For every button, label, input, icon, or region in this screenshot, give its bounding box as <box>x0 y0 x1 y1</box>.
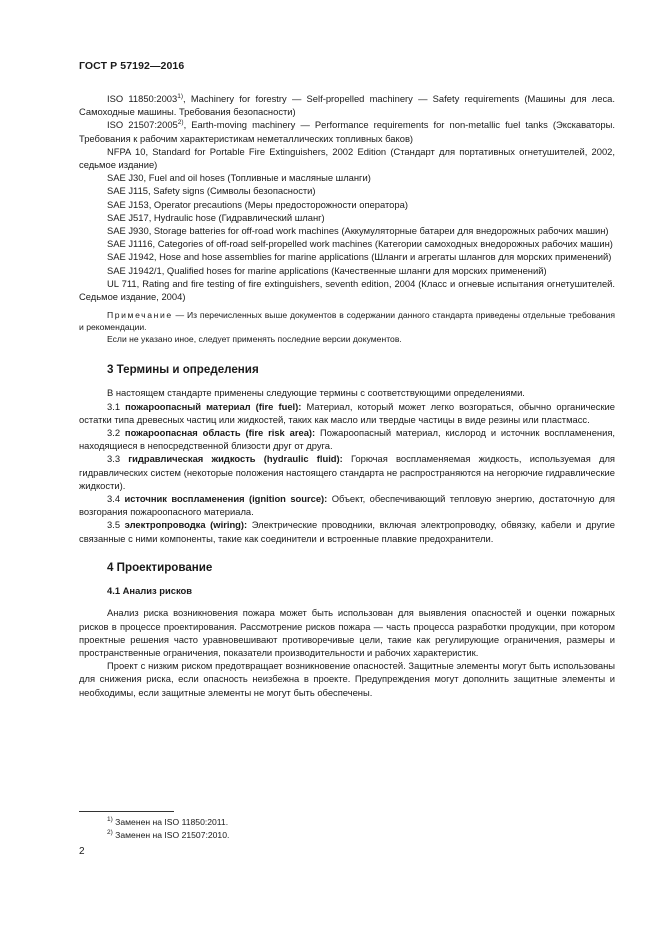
subsection-4-1-heading: 4.1 Анализ рисков <box>107 585 193 597</box>
footnote-separator <box>79 811 174 812</box>
section-4-heading: 4 Проектирование <box>107 560 213 574</box>
term-definition: 3.4 источник воспламенения (ignition source): Объект, обеспечивающий тепловую энергию, достаточную для возгорания пожароопасного материала. <box>79 493 615 518</box>
term-name: источник воспламенения (ignition source): <box>124 493 328 505</box>
section-3-heading: 3 Термины и определения <box>107 363 259 377</box>
term-name: пожароопасный материал (fire fuel): <box>125 400 302 412</box>
page-content <box>79 92 615 699</box>
note-label: Примечание <box>107 310 173 321</box>
reference-item: SAE J30, Fuel and oil hoses (Топливные и масляные шланги) <box>107 172 371 184</box>
references-list <box>79 92 615 303</box>
term-definition: 3.3 гидравлическая жидкость (hydraulic fluid): Горючая воспламеняемая жидкость, используемая для гидравлических систем (некоторые положения настоящего стандарта не распространяются на негорючие гидравлические жидкости). <box>79 453 615 491</box>
reference-item: ISO 21507:2005$^{2)}$, Earth-moving machinery — Performance requirements for non-metallic fuel tanks (Экскаваторы. Требования к рабочим характеристикам неметаллических топливных баков) <box>79 119 615 144</box>
reference-item: SAE J153, Operator precautions (Меры предосторожности оператора) <box>107 198 408 210</box>
term-definition: 3.1 пожароопасный материал (fire fuel): Материал, который может легко возгораться, обычно органические остатки типа древесных частиц или жидкостей, таких как масло или твердые частицы в виде резины или пластмасс. <box>79 400 615 425</box>
reference-item: SAE J930, Storage batteries for off-road work machines (Аккумуляторные батареи для внедорожных рабочих машин) <box>107 225 609 237</box>
reference-item: NFPA 10, Standard for Portable Fire Extinguishers, 2002 Edition (Стандарт для портативных огнетушителей, 2002, седьмое издание) <box>79 145 615 171</box>
page-number: 2 <box>79 846 85 857</box>
note-paragraph: Примечание — Из перечисленных выше документов в содержании данного стандарта приведены отдельные требования и рекомендации. <box>79 310 615 333</box>
body-paragraph: Проект с низким риском предотвращает возникновение опасностей. Защитные элементы могут быть использованы для снижения риска, если опасность неизбежна в проекте. Предупреждения могут дополнить защитные элементы и необходимы, если защитные элементы не могут быть обеспечены. <box>79 660 615 698</box>
term-definition: 3.2 пожароопасная область (fire risk area): Пожароопасный материал, кислород и источник воспламенения, находящиеся в непосредственной близости друг от друга. <box>79 427 615 452</box>
reference-item: SAE J1942, Hose and hose assemblies for marine applications (Шланги и агрегаты шлангов для морских применений) <box>107 251 612 263</box>
reference-item: SAE J517, Hydraulic hose (Гидравлический шланг) <box>107 211 325 223</box>
term-definition: 3.5 электропроводка (wiring): Электрические проводники, включая электропроводку, обвязку, кабели и другие связанные с ними компоненты, такие как соединители и встроенные плавкие предохранители. <box>79 519 615 544</box>
reference-item: UL 711, Rating and fire testing of fire extinguishers, seventh edition, 2004 (Класс и огневые испытания огнетушителей. Седьмое издание, 2004) <box>79 277 615 303</box>
reference-item: SAE J1942/1, Qualified hoses for marine applications (Качественные шланги для морских применений) <box>107 264 547 276</box>
term-name: гидравлическая жидкость (hydraulic fluid): <box>128 453 343 465</box>
section-3-intro: В настоящем стандарте применены следующие термины с соответствующими определениями. <box>107 387 525 399</box>
reference-item: ISO 11850:2003$^{1)}$, Machinery for forestry — Self-propelled machinery — Safety requirements (Машины для леса. Самоходные машины. Требования безопасности) <box>79 92 615 118</box>
footnote-2: $^{2)}$ Заменен на ISO 21507:2010. <box>107 829 230 840</box>
reference-item: SAE J115, Safety signs (Символы безопасности) <box>107 185 316 197</box>
term-name: пожароопасная область (fire risk area): <box>124 427 316 439</box>
note-paragraph-2: Если не указано иное, следует применять последние версии документов. <box>107 334 402 345</box>
footnote-1: $^{1)}$ Заменен на ISO 11850:2011. <box>107 816 229 827</box>
document-header: ГОСТ Р 57192—2016 <box>79 60 185 72</box>
term-name: электропроводка (wiring): <box>124 519 248 531</box>
body-paragraph: Анализ риска возникновения пожара может быть использован для выявления опасностей и оценки пожарных рисков в процессе проектирования. Рассмотрение рисков пожара — часть процесса разработки продукции, при котором проектные решения часто уравновешивают противоречивые цели, такие как регулирующие ограничения, размеры и пространственные ограничения, показатели производительности и рабочих характеристик. <box>79 607 615 658</box>
reference-item: SAE J1116, Categories of off-road self-propelled work machines (Категории самоходных внедорожных рабочих машин) <box>107 238 613 250</box>
